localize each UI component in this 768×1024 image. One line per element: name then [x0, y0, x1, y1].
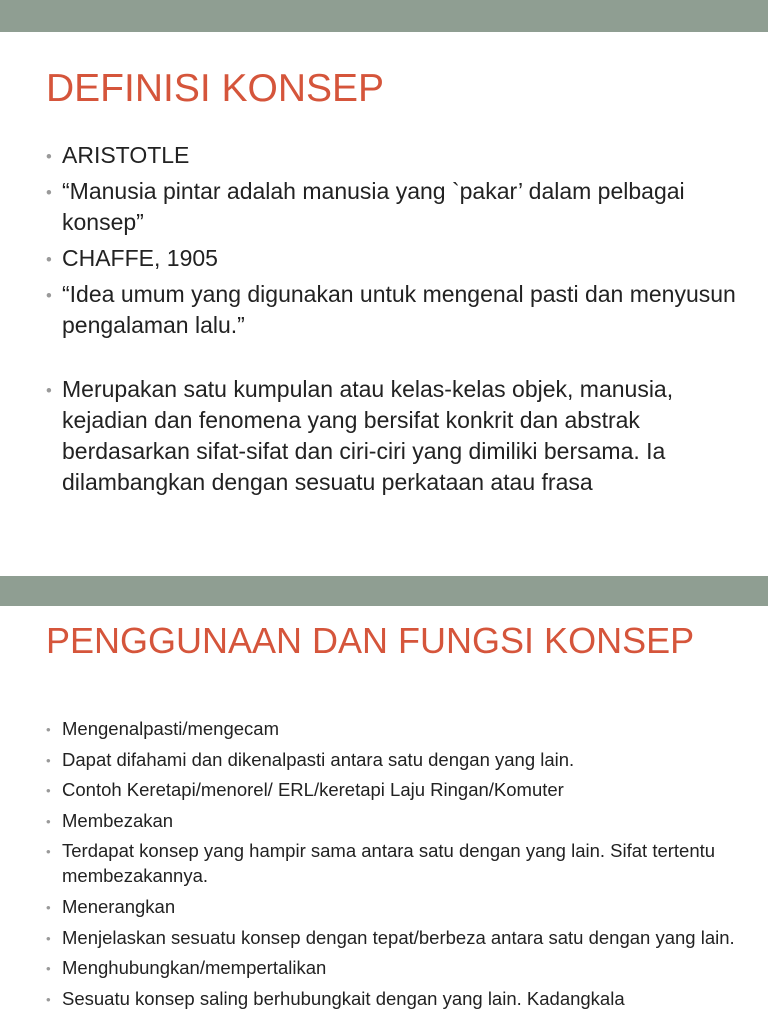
- bullet-dot-icon: •: [46, 381, 52, 400]
- bullet-item: [46, 925, 738, 950]
- bullet-text: Contoh Keretapi/menorel/ ERL/keretapi Laju Ringan/Komuter: [62, 779, 564, 801]
- slide-penggunaan-fungsi-konsep: [0, 576, 768, 1024]
- bullet-text: CHAFFE, 1905: [62, 245, 218, 271]
- bullet-item: [46, 777, 738, 802]
- bullet-item: [46, 140, 738, 171]
- bullet-item: [46, 243, 738, 274]
- bullet-text: Sesuatu konsep saling berhubungkait dengan yang lain. Kadangkala: [62, 987, 625, 1009]
- bullet-text: Terdapat konsep yang hampir sama antara satu dengan yang lain. Sifat tertentu membezakannya.: [62, 840, 716, 887]
- bullet-item: [46, 894, 738, 919]
- bullet-item: [46, 808, 738, 833]
- bullet-dot-icon: •: [46, 961, 51, 977]
- bullet-text: Menerangkan: [62, 895, 176, 917]
- bullet-text: “Idea umum yang digunakan untuk mengenal pasti dan menyusun pengalaman lalu.”: [62, 281, 736, 338]
- bullet-dot-icon: •: [46, 899, 51, 915]
- bullet-item: [46, 279, 738, 341]
- bullet-item: [46, 838, 738, 888]
- slide-title: DEFINISI KONSEP: [46, 67, 385, 110]
- bullet-dot-icon: •: [46, 991, 51, 1007]
- bullet-item: [46, 176, 738, 238]
- bullet-list: [46, 140, 738, 503]
- bullet-item: [46, 747, 738, 772]
- bullet-item: [46, 986, 738, 1011]
- bullet-item: [46, 374, 738, 498]
- bullet-dot-icon: •: [46, 286, 52, 305]
- bullet-text: Merupakan satu kumpulan atau kelas-kelas objek, manusia, kejadian dan fenomena yang bersifat konkrit dan abstrak berdasarkan sifat-sifat dan ciri-ciri yang dimiliki bersama. Ia dilambangkan dengan sesuatu perkataan atau frasa: [62, 376, 674, 495]
- bullet-dot-icon: •: [46, 930, 51, 946]
- bullet-dot-icon: •: [46, 250, 52, 269]
- bullet-dot-icon: •: [46, 722, 51, 737]
- bullet-text: “Manusia pintar adalah manusia yang `pakar’ dalam pelbagai konsep”: [62, 178, 685, 235]
- bullet-text: Menjelaskan sesuatu konsep dengan tepat/berbeza antara satu dengan yang lain.: [62, 926, 735, 948]
- slide-header-band: [0, 0, 768, 32]
- bullet-dot-icon: •: [46, 147, 52, 166]
- bullet-list: [46, 716, 738, 1016]
- bullet-item: [46, 955, 738, 980]
- bullet-text: Dapat difahami dan dikenalpasti antara satu dengan yang lain.: [62, 748, 575, 770]
- bullet-text: Membezakan: [62, 809, 174, 831]
- bullet-dot-icon: •: [46, 844, 51, 860]
- bullet-item: [46, 716, 738, 741]
- bullet-dot-icon: •: [46, 752, 51, 768]
- slide-title: PENGGUNAAN DAN FUNGSI KONSEP: [46, 620, 695, 661]
- bullet-text: ARISTOTLE: [62, 142, 190, 168]
- bullet-dot-icon: •: [46, 183, 52, 202]
- bullet-dot-icon: •: [46, 813, 51, 829]
- bullet-text: Mengenalpasti/mengecam: [62, 718, 279, 739]
- slide-header-band: [0, 576, 768, 606]
- bullet-text: Menghubungkan/mempertalikan: [62, 957, 327, 979]
- bullet-dot-icon: •: [46, 783, 51, 799]
